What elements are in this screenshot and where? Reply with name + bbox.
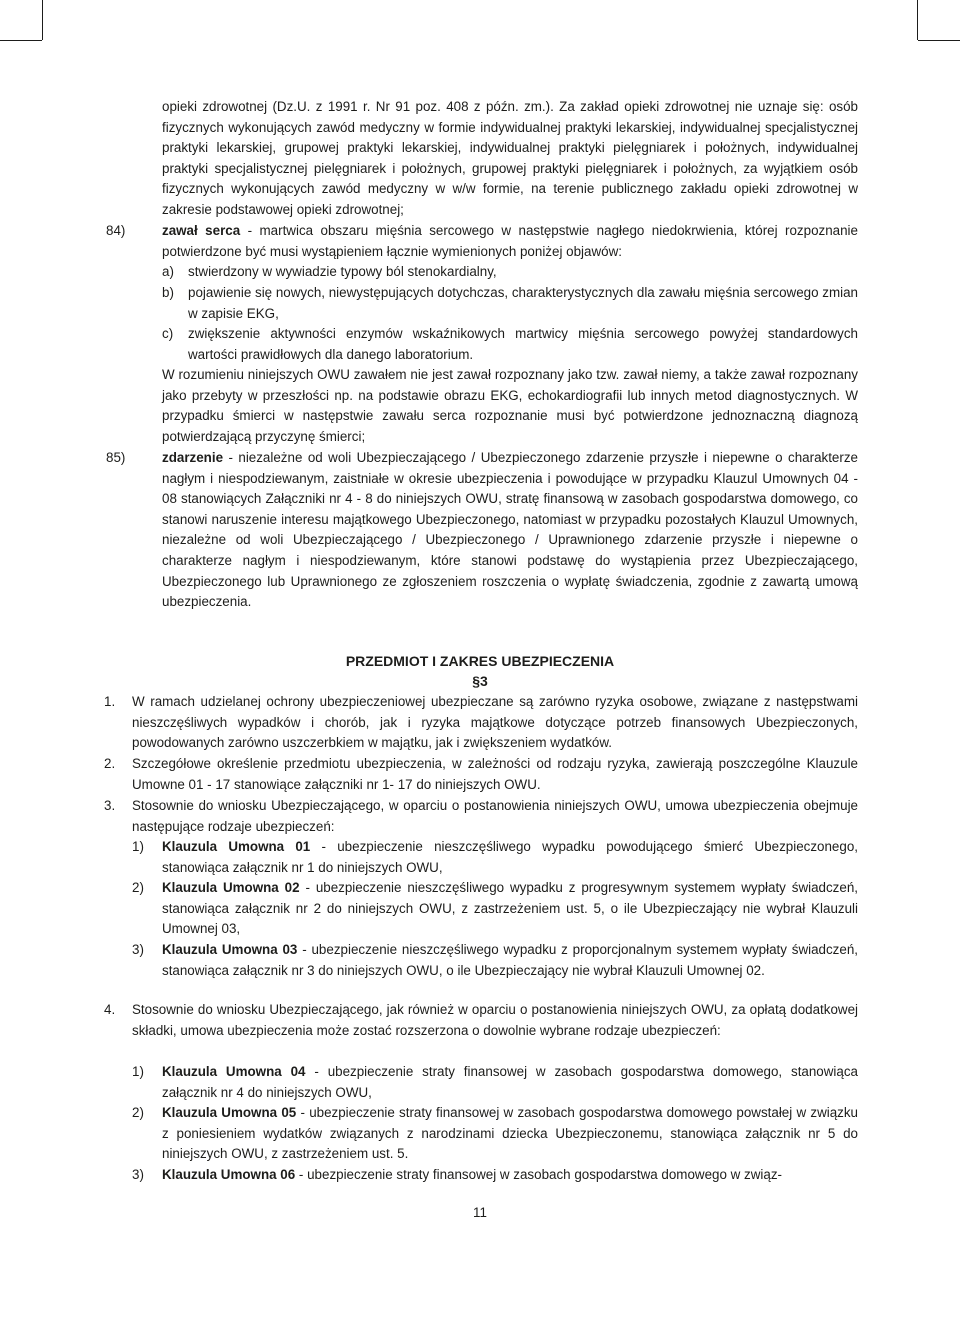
clause-name: Klauzula Umowna 05 xyxy=(162,1105,297,1120)
clause-name: Klauzula Umowna 04 xyxy=(162,1064,306,1079)
document-page: opieki zdrowotnej (Dz.U. z 1991 r. Nr 91 poz. 408 z późn. zm.). Za zakład opieki zdrowotnej nie uznaje się: osób fizycznych wykonujących zawód medyczny w formie indywidualnej praktyki lekarskiej, indywidualnej specjalistycznej praktyki lekarskiej, grupowej praktyki lekarskiej, indywidualnej praktyki pielęgniarek i położnych, indywidualnej praktyki specjalistycznej pielęgniarek i położnych, grupowej praktyki pielęgniarek i położnych, za wyjątkiem osób fizycznych wykonujących zawód medyczny w w/w formie, na terenie publicznego zakładu opieki zdrowotnej w zakresie podstawowej opieki zdrowotnej; 84) zawał serca - martwica obszaru mięśnia sercowego w następstwie nagłego niedokrwienia, której rozpoznanie potwierdzone być musi wystąpieniem łącznie wymienionych poniżej objawów: a) stwierdzony w wywiadzie typowy ból stenokardialny, b) pojawienie się nowych, niewystępujących dotychczas, charakterystycznych dla zawału mięśnia sercowego zmian w zapisie EKG, c) zwiększenie aktywności enzymów wskaźnikowych martwicy mięśnia sercowego powyżej standardowych wartości prawidłowych dla danego laboratorium. W rozumieniu niniejszych OWU zawałem nie jest zawał rozpoznany jako tzw. zawał niemy, a także zawał rozpoznany jako przebyty w przeszłości np. na podstawie obrazu EKG, echokardiografii lub innych metod diagnostycznych. W przypadku śmierci w następstwie zawału serca rozpoznanie musi być potwierdzone jednoznaczną diagnozą potwierdzającą przyczynę śmierci; 85) zdarzenie - niezależne od woli Ubezpieczającego / Ubezpieczonego zdarzenie przyszłe i niepewne o charakterze nagłym i niespodziewanym, zaistniałe w okresie ubezpieczenia i powodujące w przypadku Klauzul Umownych 04 - 08 stanowiących Załączniki nr 4 - 8 do niniejszych OWU, stratę finansową w zasobach gospodarstwa domowego, co stanowi naruszenie interesu majątkowego Ubezpieczonego, natomiast w przypadku pozostałych Klauzul Umownych, niezależne od woli Ubezpieczającego / Ubezpieczonego / Uprawnionego zdarzenie przyszłe i niepewne o charakterze nagłym i niespodziewanym, które stanowi podstawę do wystąpienia przez Ubezpieczającego, Ubezpieczonego lub Uprawnionego ze zgłoszeniem roszczenia o wypłatę świadczenia, zgodnie z zawartą umową ubezpieczenia. PRZEDMIOT I ZAKRES UBEZPIECZENIA §3 1. W ramach udzielanej ochrony ubezpieczeniowej ubezpieczane są zarówno ryzyka osobowe, związane z następstwami nieszczęśliwych wypadków i chorób, jak i ryzyka majątkowe dotyczące potrzeb finansowych Ubezpieczonych, powodowanych zarówno uszczerbkiem w majątku, jak i zwiększeniem wydatków. 2. Szczegółowe określenie przedmiotu ubezpieczenia, w zależności od rodzaju ryzyka, zawierają poszczególne Klauzule Umowne 01 - 17 stanowiące załączniki nr 1- 17 do niniejszych OWU. 3. Stosownie do wniosku Ubezpieczającego, w oparciu o postanowienia niniejszych OWU, umowa ubezpieczenia obejmuje następujące rodzaje ubezpieczeń: 1) Klauzula Umowna 01 - ubezpieczenie nieszczęśliwego wypadku powodującego śmierć Ubezpieczonego, stanowiąca załącznik nr 1 do niniejszych OWU, 2) Klauzula Umowna 02 - ubezpieczenie nieszczęśliwego wypadku z progresywnym systemem wypłaty świadczeń, stanowiąca załącznik nr 2 do niniejszych OWU, z zastrzeżeniem ust. 5, o ile Ubezpieczający nie wybrał Klauzuli Umownej 03, 3) Klauzula Umowna 03 - ubezpieczenie nieszczęśliwego wypadku z proporcjonalnym systemem wypłaty świadczeń, stanowiąca załącznik nr 3 do niniejszych OWU, o ile Ubezpieczający nie wybrał Klauzuli Umownej 02. 4. Stosownie do wniosku Ubezpieczającego, jak również w oparciu o postanowienia niniejszych OWU, za opłatą dodatkowej składki, umowa ubezpieczenia może zostać rozszerzona o dowolnie wybrane rodzaje ubezpieczeń: 1) Klauzula Umowna 04 - ubezpieczenie straty finansowej w zasobach gospodarstwa domowego, stanowiąca załącznik nr 4 do niniejszych OWU, 2) Klauzula Umowna 05 - ubezpieczenie straty finansowej w zasobach gospodarstwa domowego powstałej w związku z poniesieniem wydatków związanych z narodzinami dziecka Ubezpieczonemu, stanowiąca załącznik nr 5 do niniejszych OWU, z zastrzeżeniem ust. 5. 3) Klauzula Umowna 06 - ubezpieczenie straty finansowej w zasobach gospodarstwa domowego w związ- 11 xyxy=(0,0,960,1325)
definition-term: zdarzenie xyxy=(162,450,224,465)
list-item-text: zwiększenie aktywności enzymów wskaźnikowych martwicy mięśnia sercowego powyżej standardowych wartości prawidłowych dla danego laboratorium. xyxy=(188,326,858,362)
point-text: Szczegółowe określenie przedmiotu ubezpieczenia, w zależności od rodzaju ryzyka, zawierają poszczególne Klauzule Umowne 01 - 17 stanowiące załączniki nr 1- 17 do niniejszych OWU. xyxy=(132,756,858,792)
continuation-paragraph xyxy=(162,97,858,221)
clause-name: Klauzula Umowna 02 xyxy=(162,880,300,895)
definition-term: zawał serca xyxy=(162,223,241,238)
definition-number: 85) xyxy=(106,450,126,465)
list-item-text: stwierdzony w wywiadzie typowy ból stenokardialny, xyxy=(188,264,497,279)
point-text: Stosownie do wniosku Ubezpieczającego, jak również w oparciu o postanowienia niniejszych OWU, za opłatą dodatkowej składki, umowa ubezpieczenia może zostać rozszerzona o dowolnie wybrane rodzaje ubezpieczeń: xyxy=(132,1002,858,1038)
definition-84-note: W rozumieniu niniejszych OWU zawałem nie jest zawał rozpoznany jako tzw. zawał niemy, a także zawał rozpoznany jako przebyty w przeszłości np. na podstawie obrazu EKG, echokardiografii lub innych metod diagnostycznych. W przypadku śmierci w następstwie zawału serca rozpoznanie musi być potwierdzone jednoznaczną diagnozą potwierdzającą przyczynę śmierci; xyxy=(162,367,858,444)
point-number: 2. xyxy=(104,756,116,771)
continuation-text: opieki zdrowotnej (Dz.U. z 1991 r. Nr 91 poz. 408 z późn. zm.). Za zakład opieki zdrowotnej nie uznaje się: osób fizycznych wykonujących zawód medyczny w formie indywidualnej praktyki lekarskiej, indywidualnej specjalistycznej praktyki lekarskiej, grupowej praktyki lekarskiej, indywidualnej praktyki pielęgniarek i położnych, indywidualnej praktyki specjalistycznej pielęgniarek i położnych, grupowej praktyki pielęgniarek i położnych, za wyjątkiem osób fizycznych wykonujących zawód medyczny w w/w formie, na terenie publicznego zakładu opieki zdrowotnej w zakresie podstawowej opieki zdrowotnej; xyxy=(162,99,858,217)
point-text: W ramach udzielanej ochrony ubezpieczeniowej ubezpieczane są zarówno ryzyka osobowe, związane z następstwami nieszczęśliwych wypadków i chorób, jak i ryzyka majątkowe dotyczące potrzeb finansowych Ubezpieczonych, powodowanych zarówno uszczerbkiem w majątku, jak i zwiększeniem wydatków. xyxy=(132,694,858,751)
page-number: 11 xyxy=(473,1205,487,1220)
definition-text: - niezależne od woli Ubezpieczającego / Ubezpieczonego zdarzenie przyszłe i niepewne o charakterze nagłym i niespodziewanym, zaistniałe w okresie ubezpieczenia i powodujące w przypadku Klauzul Umownych 04 - 08 stanowiących Załączniki nr 4 - 8 do niniejszych OWU, stratę finansową w zasobach gospodarstwa domowego, co stanowi naruszenie interesu majątkowego Ubezpieczonego, natomiast w przypadku pozostałych Klauzul Umownych, niezależne od woli Ubezpieczającego / Ubezpieczonego / Uprawnionego zdarzenie przyszłe i niepewne o charakterze nagłym i niespodziewanym, które stanowi podstawę do wystąpienia przez Ubezpieczającego, Ubezpieczonego lub Uprawnionego ze zgłoszeniem roszczenia o wypłatę świadczenia, zgodnie z zawartą umową ubezpieczenia. xyxy=(162,450,858,610)
paragraph-symbol: §3 xyxy=(472,673,488,689)
clause-name: Klauzula Umowna 03 xyxy=(162,942,298,957)
definition-text: - martwica obszaru mięśnia sercowego w następstwie nagłego niedokrwienia, której rozpoznanie potwierdzone być musi wystąpieniem łącznie wymienionych poniżej objawów: xyxy=(162,223,858,259)
definition-number: 84) xyxy=(106,223,126,238)
point-number: 4. xyxy=(104,1002,116,1017)
point-number: 3. xyxy=(104,798,116,813)
clause-name: Klauzula Umowna 06 xyxy=(162,1167,296,1182)
list-item-text: pojawienie się nowych, niewystępujących dotychczas, charakterystycznych dla zawału mięśnia sercowego zmian w zapisie EKG, xyxy=(188,285,858,321)
point-text: Stosownie do wniosku Ubezpieczającego, w oparciu o postanowienia niniejszych OWU, umowa ubezpieczenia obejmuje następujące rodzaje ubezpieczeń: xyxy=(132,798,858,834)
section-title: PRZEDMIOT I ZAKRES UBEZPIECZENIA xyxy=(345,653,615,669)
clause-name: Klauzula Umowna 01 xyxy=(162,839,311,854)
point-number: 1. xyxy=(104,694,116,709)
